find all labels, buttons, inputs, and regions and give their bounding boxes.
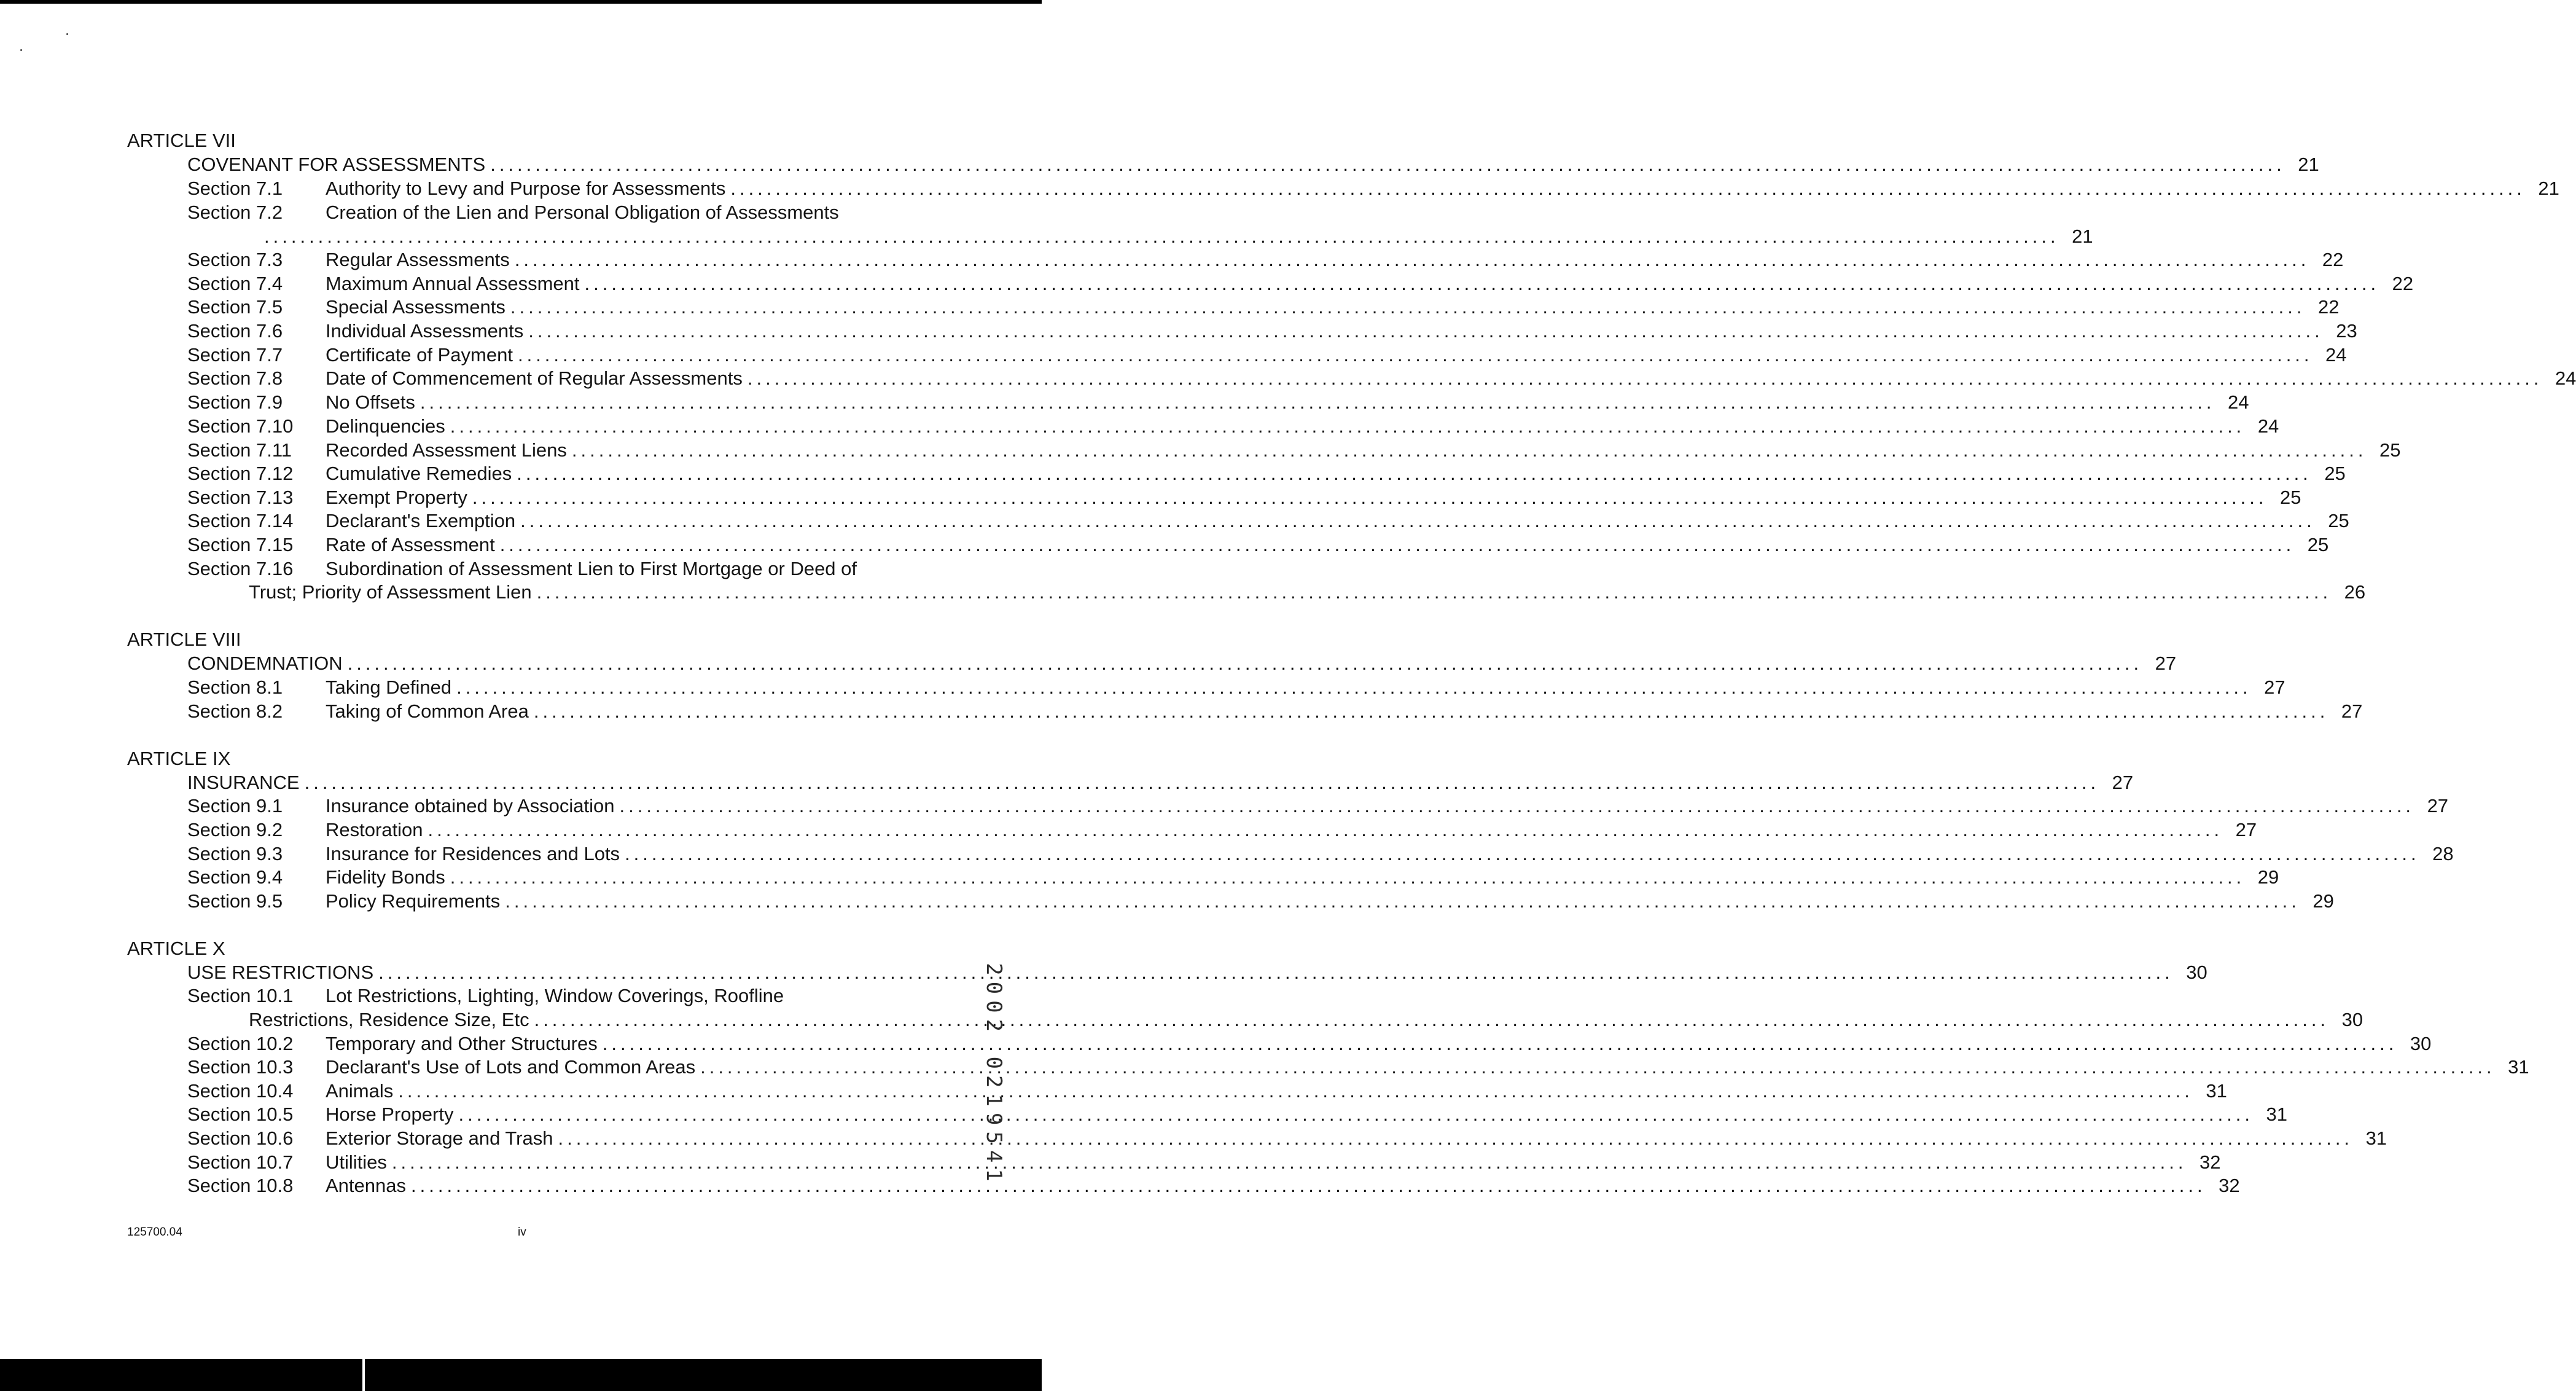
dot-leader: ........................................................................................................................................................................................................ xyxy=(558,1127,2354,1149)
dot-leader: ........................................................................................................................................................................................................ xyxy=(619,795,2415,817)
page-number: 24 xyxy=(2257,415,2279,437)
section-title: Cumulative Remedies xyxy=(326,463,512,484)
page-number: 32 xyxy=(2199,1151,2221,1173)
toc-entry xyxy=(187,1126,2387,1151)
article-heading-title: CONDEMNATION xyxy=(187,652,343,674)
section-title: Insurance for Residences and Lots xyxy=(326,843,620,864)
section-title: Maximum Annual Assessment xyxy=(326,273,580,294)
section-title: Date of Commencement of Regular Assessments xyxy=(326,367,743,389)
section-number: Section 8.1 xyxy=(187,676,283,698)
section-title: Fidelity Bonds xyxy=(326,866,445,888)
section-title: Individual Assessments xyxy=(326,320,524,342)
section-number: Section 7.6 xyxy=(187,320,283,342)
article-heading-title: INSURANCE xyxy=(187,772,300,793)
toc-entry xyxy=(187,343,2347,367)
page-number: 31 xyxy=(2508,1056,2529,1078)
section-title: Subordination of Assessment Lien to First Mortgage or Deed of xyxy=(326,558,857,579)
page-number: 21 xyxy=(2072,225,2093,247)
toc-entry xyxy=(187,272,2414,296)
page-number: 28 xyxy=(2432,843,2454,864)
toc-entry xyxy=(187,200,920,225)
toc-entry xyxy=(187,319,2357,343)
dot-leader: ........................................................................................................................................................................................................ xyxy=(517,463,2312,484)
dot-leader: ........................................................................................................................................................................................................ xyxy=(490,154,2285,175)
page-number: 24 xyxy=(2227,391,2249,413)
dot-leader: ........................................................................................................................................................................................................ xyxy=(450,866,2246,888)
page-number: 27 xyxy=(2341,700,2363,722)
dot-leader: ........................................................................................................................................................................................................ xyxy=(536,581,2332,603)
page-number-footer: iv xyxy=(518,1226,526,1239)
dot-leader: ........................................................................................................................................................................................................ xyxy=(398,1080,2193,1102)
dot-leader: ........................................................................................................................................................................................................ xyxy=(528,320,2324,342)
dot-leader: ........................................................................................................................................................................................................ xyxy=(420,391,2215,413)
page-number: 30 xyxy=(2186,962,2207,983)
dot-leader: ........................................................................................................................................................................................................ xyxy=(505,890,2300,912)
page-number: 25 xyxy=(2279,487,2301,508)
section-title: Rate of Assessment xyxy=(326,534,495,555)
page-number: 23 xyxy=(2336,320,2357,342)
section-number: Section 7.15 xyxy=(187,534,294,555)
toc-entry xyxy=(187,699,2363,724)
article-heading-title: COVENANT FOR ASSESSMENTS xyxy=(187,154,486,175)
toc-entry xyxy=(187,295,2340,319)
page-number: 21 xyxy=(2538,178,2559,199)
page-number: 27 xyxy=(2155,652,2177,674)
dot-leader: ........................................................................................................................................................................................................ xyxy=(625,843,2420,864)
page-number: 21 xyxy=(2298,154,2319,175)
dot-leader: ........................................................................................................................................................................................................ xyxy=(520,510,2316,531)
toc-entry xyxy=(187,533,2329,557)
dot-leader: ........................................................................................................................................................................................................ xyxy=(499,534,2295,555)
section-number: Section 7.5 xyxy=(187,296,283,318)
dot-leader: ........................................................................................................................................................................................................ xyxy=(517,344,2313,366)
section-number: Section 10.3 xyxy=(187,1056,294,1078)
section-number: Section 7.4 xyxy=(187,273,283,294)
section-number: Section 7.10 xyxy=(187,415,294,437)
section-number: Section 10.8 xyxy=(187,1175,294,1196)
section-title-continued: Trust; Priority of Assessment Lien xyxy=(249,581,532,603)
section-title: Exempt Property xyxy=(326,487,467,508)
toc-entry xyxy=(187,390,2249,415)
dot-leader: ........................................................................................................................................................................................................ xyxy=(450,415,2246,437)
dot-leader: ........................................................................................................................................................................................................ xyxy=(584,273,2380,294)
section-title: Recorded Assessment Liens xyxy=(326,439,567,461)
section-title: No Offsets xyxy=(326,391,415,413)
section-number: Section 7.9 xyxy=(187,391,283,413)
page-number: 24 xyxy=(2325,344,2347,366)
dot-leader: ........................................................................................................................................................................................................ xyxy=(456,676,2252,698)
toc-entry xyxy=(187,1174,2240,1198)
toc-entry xyxy=(187,461,2346,486)
toc-entry xyxy=(187,557,920,581)
dot-leader: ........................................................................................................................................................................................................ xyxy=(458,1103,2254,1125)
page-number: 27 xyxy=(2427,795,2449,817)
page-number: 30 xyxy=(2410,1033,2432,1054)
section-number: Section 7.14 xyxy=(187,510,294,531)
dot-leader: ........................................................................................................................................................................................................ xyxy=(304,772,2100,793)
section-number: Section 7.3 xyxy=(187,249,283,270)
section-number: Section 9.1 xyxy=(187,795,283,817)
toc-entry xyxy=(187,842,2454,866)
section-title: Authority to Levy and Purpose for Assessments xyxy=(326,178,726,199)
section-number: Section 7.11 xyxy=(187,439,292,461)
dot-leader: ........................................................................................................................................................................................................ xyxy=(347,652,2143,674)
scan-bottom-border xyxy=(0,1359,1042,1391)
dot-leader: ........................................................................................................................................................................................................ xyxy=(378,962,2174,983)
toc-entry xyxy=(187,984,920,1008)
toc-entry xyxy=(187,1150,2221,1175)
section-title: Declarant's Use of Lots and Common Areas xyxy=(326,1056,696,1078)
dot-leader: ........................................................................................................................................................................................................ xyxy=(411,1175,2206,1196)
toc-entry-continuation xyxy=(249,1008,2363,1032)
section-number: Section 10.6 xyxy=(187,1127,294,1149)
section-number: Section 7.8 xyxy=(187,367,283,389)
section-number: Section 8.2 xyxy=(187,700,283,722)
section-title: Lot Restrictions, Lighting, Window Coverings, Roofline xyxy=(326,985,784,1006)
toc-entry xyxy=(187,248,2344,272)
page-number: 22 xyxy=(2318,296,2340,318)
page-number: 31 xyxy=(2206,1080,2227,1102)
article-heading-title: USE RESTRICTIONS xyxy=(187,962,374,983)
toc-entry xyxy=(187,176,2559,201)
section-number: Section 10.4 xyxy=(187,1080,294,1102)
dot-leader: ........................................................................................................................................................................................................ xyxy=(730,178,2526,199)
section-number: Section 9.5 xyxy=(187,890,283,912)
dot-leader: ........................................................................................................................................................................................................ xyxy=(472,487,2268,508)
page-number: 29 xyxy=(2313,890,2334,912)
section-title: Taking Defined xyxy=(326,676,452,698)
scan-border-gap xyxy=(362,1359,365,1391)
page-number: 26 xyxy=(2344,581,2366,603)
page-number: 32 xyxy=(2219,1175,2240,1196)
toc-entry xyxy=(187,889,2334,914)
section-number: Section 7.12 xyxy=(187,463,294,484)
page-number: 25 xyxy=(2307,534,2329,555)
section-title: Certificate of Payment xyxy=(326,344,513,366)
dot-leader: ........................................................................................................................................................................................................ xyxy=(700,1056,2496,1078)
section-number: Section 7.7 xyxy=(187,344,283,366)
dot-leader: ........................................................................................................................................................................................................ xyxy=(533,700,2329,722)
section-title: Taking of Common Area xyxy=(326,700,529,722)
article-label: ARTICLE VII xyxy=(127,130,236,151)
section-title: Policy Requirements xyxy=(326,890,501,912)
page-number: 27 xyxy=(2235,819,2257,840)
recording-number-stamp xyxy=(982,963,1006,1188)
toc-entry xyxy=(187,865,2279,890)
article-label: ARTICLE IX xyxy=(127,748,231,769)
section-number: Section 7.13 xyxy=(187,487,294,508)
toc-entry xyxy=(187,438,2401,463)
toc-entry xyxy=(187,366,2576,391)
dot-leader: ........................................................................................................................................................................................................ xyxy=(264,225,2059,247)
article-heading-entry xyxy=(187,651,2177,676)
section-title-continued: Restrictions, Residence Size, Etc xyxy=(249,1009,529,1030)
section-title: Utilities xyxy=(326,1151,387,1173)
dot-leader: ........................................................................................................................................................................................................ xyxy=(571,439,2367,461)
article-heading-entry xyxy=(187,770,2134,795)
section-number: Section 9.2 xyxy=(187,819,283,840)
toc-entry-continuation xyxy=(264,224,2093,249)
section-title: Special Assessments xyxy=(326,296,505,318)
page-number: 27 xyxy=(2112,772,2134,793)
section-number: Section 9.3 xyxy=(187,843,283,864)
dot-leader: ........................................................................................................................................................................................................ xyxy=(602,1033,2398,1054)
page-number: 29 xyxy=(2257,866,2279,888)
section-title: Delinquencies xyxy=(326,415,445,437)
article-label: ARTICLE X xyxy=(127,938,225,959)
toc-entry xyxy=(187,1032,2432,1056)
toc-entry xyxy=(187,1102,2288,1127)
toc-entry xyxy=(187,1055,2529,1079)
toc-entry xyxy=(187,414,2279,439)
page-number: 31 xyxy=(2365,1127,2387,1149)
dot-leader: ........................................................................................................................................................................................................ xyxy=(391,1151,2187,1173)
article-label: ARTICLE VIII xyxy=(127,629,241,650)
toc-entry-continuation xyxy=(249,580,2366,605)
section-number: Section 10.2 xyxy=(187,1033,294,1054)
article-heading-entry xyxy=(187,152,2319,177)
section-title: Horse Property xyxy=(326,1103,454,1125)
page-number: 31 xyxy=(2266,1103,2288,1125)
section-number: Section 10.1 xyxy=(187,985,294,1006)
page-number: 25 xyxy=(2328,510,2349,531)
section-number: Section 7.16 xyxy=(187,558,294,579)
section-title: Regular Assessments xyxy=(326,249,510,270)
dot-leader: ........................................................................................................................................................................................................ xyxy=(427,819,2223,840)
dot-leader: ........................................................................................................................................................................................................ xyxy=(514,249,2310,270)
toc-entry xyxy=(187,794,2449,818)
section-title: Insurance obtained by Association xyxy=(326,795,615,817)
section-title: Exterior Storage and Trash xyxy=(326,1127,553,1149)
dot-leader: ........................................................................................................................................................................................................ xyxy=(510,296,2306,318)
page-number: 22 xyxy=(2392,273,2414,294)
section-title: Restoration xyxy=(326,819,423,840)
section-title: Creation of the Lien and Personal Obligation of Assessments xyxy=(326,202,839,223)
toc-entry xyxy=(187,675,2285,700)
page-number: 27 xyxy=(2264,676,2285,698)
toc-entry xyxy=(187,1079,2227,1103)
page-number: 30 xyxy=(2341,1009,2363,1030)
section-title: Temporary and Other Structures xyxy=(326,1033,598,1054)
section-number: Section 10.7 xyxy=(187,1151,294,1173)
section-title: Declarant's Exemption xyxy=(326,510,516,531)
article-heading-entry xyxy=(187,960,2207,985)
document-code: 125700.04 xyxy=(127,1226,182,1239)
section-number: Section 10.5 xyxy=(187,1103,294,1125)
page-number: 22 xyxy=(2322,249,2344,270)
dot-leader: ........................................................................................................................................................................................................ xyxy=(747,367,2543,389)
page-number: 24 xyxy=(2555,367,2576,389)
page-number: 25 xyxy=(2324,463,2346,484)
page-number: 25 xyxy=(2379,439,2401,461)
section-number: Section 7.1 xyxy=(187,178,283,199)
section-title: Animals xyxy=(326,1080,394,1102)
dot-leader: ........................................................................................................................................................................................................ xyxy=(534,1009,2330,1030)
section-number: Section 9.4 xyxy=(187,866,283,888)
toc-entry xyxy=(187,818,2257,842)
toc-entry xyxy=(187,485,2301,510)
recording-number-text: 2002 0219541 xyxy=(982,963,1006,1188)
section-title: Antennas xyxy=(326,1175,406,1196)
section-number: Section 7.2 xyxy=(187,202,283,223)
toc-entry xyxy=(187,509,2349,533)
